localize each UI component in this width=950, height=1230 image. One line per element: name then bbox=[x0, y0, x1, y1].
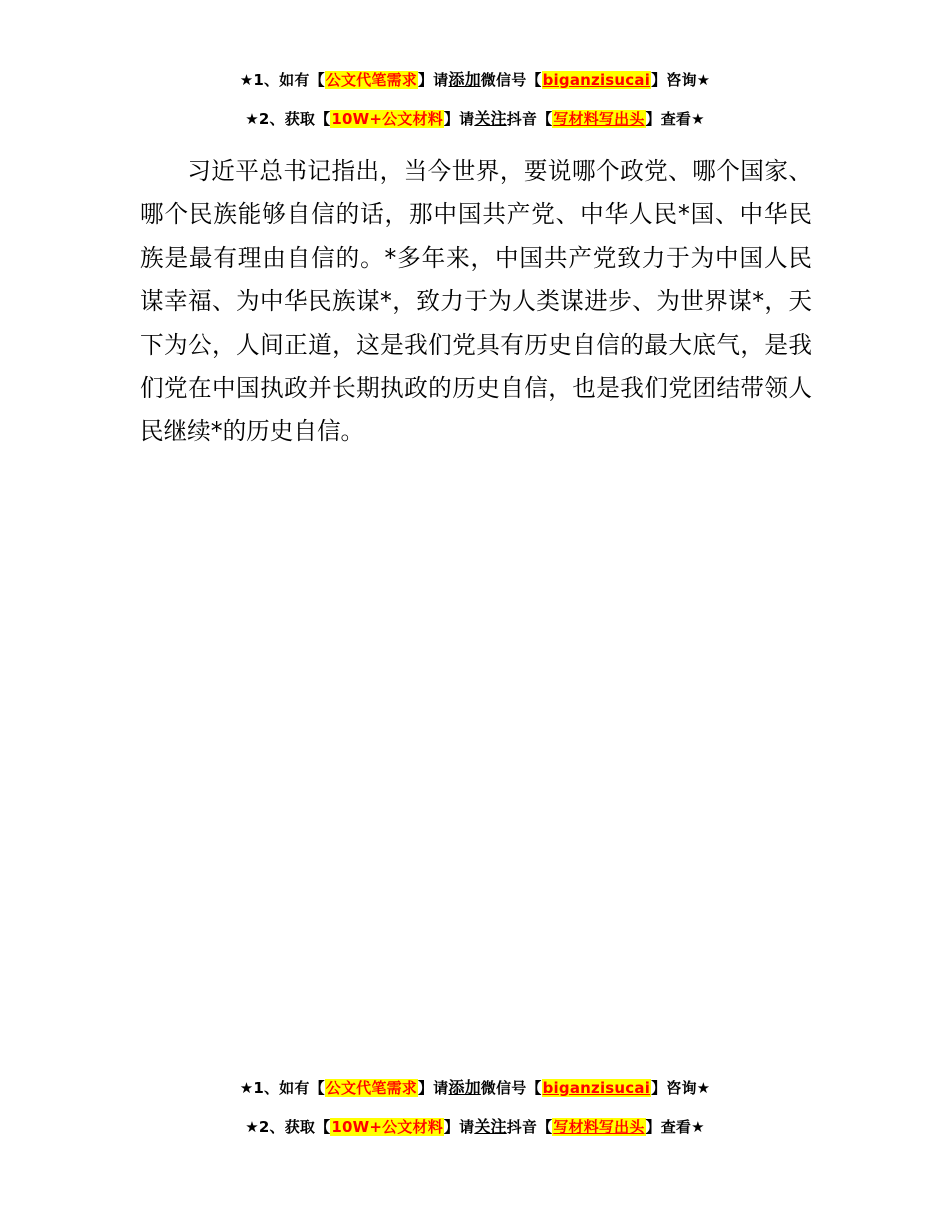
highlight-materials: 10W+公文材料 bbox=[331, 110, 443, 128]
banner-text: 微信号【 bbox=[480, 71, 542, 89]
banner-text: ★2、获取【 bbox=[245, 1118, 331, 1136]
emphasis-text: 添加 bbox=[448, 70, 481, 89]
highlight-service: 公文代笔需求 bbox=[325, 1079, 417, 1097]
body-paragraph: 习近平总书记指出，当今世界，要说哪个政党、哪个国家、哪个民族能够自信的话，那中国共产党、中华人民*国、中华民族是最有理由自信的。*多年来，中国共产党致力于为中国人民谋幸福、为中华民族谋*，致力于为人类谋进步、为世界谋*，天下为公，人间正道，这是我们党具有历史自信的最大底气，是我们党在中国执政并长期执政的历史自信，也是我们党团结带领人民继续*的历史自信。 bbox=[140, 157, 812, 446]
emphasis-text: 添加 bbox=[448, 1078, 481, 1097]
douyin-account: 写材料写出头 bbox=[553, 1118, 645, 1136]
banner-text: 】咨询★ bbox=[651, 1079, 711, 1097]
banner-text: 】请 bbox=[443, 1118, 475, 1136]
banner-text: ★2、获取【 bbox=[245, 110, 331, 128]
banner-line-2 bbox=[0, 1113, 950, 1152]
douyin-account: 写材料写出头 bbox=[553, 110, 645, 128]
banner-text: 微信号【 bbox=[480, 1079, 542, 1097]
emphasis-text: 关注 bbox=[474, 1117, 507, 1136]
highlight-service: 公文代笔需求 bbox=[325, 71, 417, 89]
banner-text: 抖音【 bbox=[506, 1118, 553, 1136]
banner-text: 】请 bbox=[443, 110, 475, 128]
banner-text: 】查看★ bbox=[645, 1118, 705, 1136]
banner-text: 】请 bbox=[417, 1079, 449, 1097]
wechat-id: biganzisucai bbox=[542, 71, 651, 89]
banner-text: ★1、如有【 bbox=[239, 71, 325, 89]
banner-text: ★1、如有【 bbox=[239, 1079, 325, 1097]
footer-banner bbox=[0, 1074, 950, 1152]
banner-text: 抖音【 bbox=[506, 110, 553, 128]
banner-text: 】查看★ bbox=[645, 110, 705, 128]
highlight-materials: 10W+公文材料 bbox=[331, 1118, 443, 1136]
banner-text: 】咨询★ bbox=[651, 71, 711, 89]
wechat-id: biganzisucai bbox=[542, 1079, 651, 1097]
emphasis-text: 关注 bbox=[474, 109, 507, 128]
banner-line-2 bbox=[0, 105, 950, 144]
header-banner bbox=[0, 66, 950, 144]
banner-line-1 bbox=[0, 66, 950, 105]
banner-line-1 bbox=[0, 1074, 950, 1113]
banner-text: 】请 bbox=[417, 71, 449, 89]
